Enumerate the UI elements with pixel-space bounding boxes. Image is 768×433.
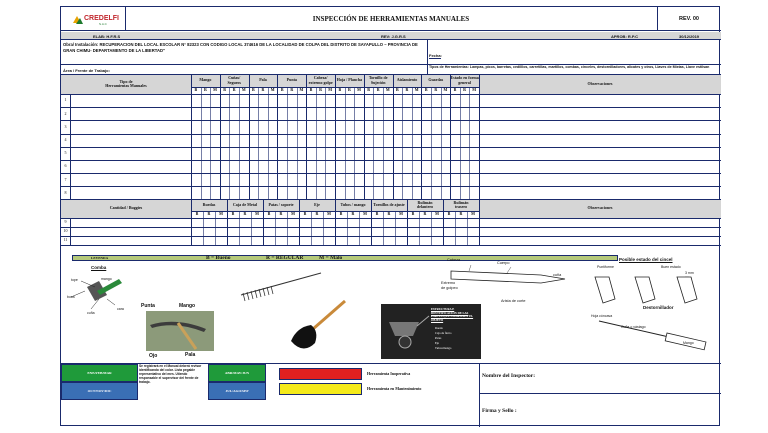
rbm-header: B bbox=[227, 211, 239, 218]
rbm-header: B bbox=[306, 87, 316, 94]
estructura-item: Eje bbox=[435, 341, 439, 345]
rbm-header: R bbox=[287, 87, 297, 94]
rbm-header: R bbox=[275, 211, 287, 218]
rbm-header: R bbox=[460, 87, 470, 94]
row-number: 7 bbox=[64, 176, 67, 182]
table-group-header: Rulimán delantero bbox=[416, 199, 434, 209]
rbm-header: M bbox=[431, 211, 443, 218]
comba-title: Comba bbox=[91, 265, 107, 270]
rbm-header: R bbox=[347, 211, 359, 218]
logo-subtext: S.A.C bbox=[99, 22, 107, 26]
row-number: 2 bbox=[64, 110, 67, 116]
firma-label: Firma y Sello : bbox=[482, 408, 517, 414]
row-number: 4 bbox=[64, 136, 67, 142]
rbm-header: B bbox=[407, 211, 419, 218]
table-group-header: Pala bbox=[259, 77, 267, 83]
comba-part-tope: tope bbox=[71, 278, 78, 282]
observations-header: Observaciones bbox=[587, 205, 613, 211]
rbm-header: M bbox=[359, 211, 371, 218]
rbm-header: R bbox=[431, 87, 441, 94]
row-number: 6 bbox=[64, 163, 67, 169]
rbm-header: B bbox=[277, 87, 287, 94]
inspection-sheet bbox=[60, 6, 720, 426]
comba-part-mango: mango bbox=[101, 277, 112, 281]
inspection-input-row[interactable] bbox=[191, 134, 479, 147]
inspection-input-row[interactable] bbox=[191, 94, 479, 107]
rbm-header: B bbox=[335, 87, 345, 94]
rbm-header: M bbox=[239, 87, 249, 94]
table-group-header: Estado en forma general bbox=[450, 75, 479, 85]
rbm-header: R bbox=[419, 211, 431, 218]
rbm-header: R bbox=[402, 87, 412, 94]
rbm-header: M bbox=[383, 87, 393, 94]
carretilla-panel bbox=[381, 304, 481, 359]
logo-text: CREDELFI bbox=[84, 15, 119, 22]
table-group-header: Guardas bbox=[428, 77, 444, 83]
dest-part-label: Mango bbox=[683, 341, 694, 345]
inspection-input-row[interactable] bbox=[191, 236, 479, 245]
comba-part-boca: boca bbox=[67, 295, 75, 299]
inspection-input-row[interactable] bbox=[191, 227, 479, 236]
dest-part-label: Cuña o vástago bbox=[621, 325, 646, 329]
inspection-input-row[interactable] bbox=[191, 218, 479, 227]
rbm-header: R bbox=[383, 211, 395, 218]
table-group-header: Cabeza/ extremo golpe bbox=[308, 75, 333, 85]
rbm-header: R bbox=[311, 211, 323, 218]
month-swatch: OCT/NOV/DIC bbox=[61, 382, 138, 400]
rbm-header: R bbox=[345, 87, 355, 94]
row-number: 5 bbox=[64, 150, 67, 156]
fecha-label: Fecha: bbox=[429, 53, 442, 58]
elab-label: ELAB: H.F.R.S bbox=[93, 33, 121, 39]
rbm-header: B bbox=[299, 211, 311, 218]
rbm-header: M bbox=[441, 87, 451, 94]
rbm-header: M bbox=[412, 87, 422, 94]
cincel-cabeza-label: Cabeza bbox=[447, 258, 461, 262]
comba-part-cara: cara bbox=[117, 307, 124, 311]
estructura-title: ESTRUCTURA E IDENTIFICACIÓN DE LAS PARTES QUE COMPONEN EL OBJETO bbox=[431, 307, 474, 322]
obra-text: Obra/ Instalación: RECUPERACION DEL LOCAL ESCOLAR N° 82323 CON CODIGO LOCAL 374616 DE LA LOCALIDAD DE COLPA DEL DISTRITO DE SAYAPULLO – PROVINCIA DE GRAN CHIMU- DEPARTAMENTO DE LA LIBERTAD" bbox=[63, 42, 418, 53]
status-swatch-yellow bbox=[279, 383, 362, 395]
table-group-header: Cuñas/ Seguros bbox=[227, 75, 241, 85]
table-group-header: Tornillo de Sujeción bbox=[368, 75, 388, 85]
legend-bad: M = Malo bbox=[319, 254, 343, 261]
rbm-header: B bbox=[450, 87, 460, 94]
rbm-header: M bbox=[215, 211, 227, 218]
destornillador-title: Destornillador bbox=[643, 305, 674, 310]
inspection-input-row[interactable] bbox=[191, 107, 479, 120]
legend-good: B = Bueno bbox=[206, 254, 231, 261]
rbm-header: B bbox=[220, 87, 230, 94]
rbm-header: B bbox=[191, 211, 203, 218]
yellow-meaning: Herramienta en Mantenimiento bbox=[367, 386, 422, 391]
rbm-header: R bbox=[229, 87, 239, 94]
rev-label: REV: J.G.R.S bbox=[381, 33, 406, 39]
legend-label: LEYENDA bbox=[91, 255, 109, 260]
color-note: Se registrará en el Manual deberá revisar identificando del color. Lista pegable representativo del mes. Utiendo responsable el supervisor del frente de trabajo. bbox=[139, 364, 202, 384]
rbm-header: M bbox=[469, 87, 479, 94]
table-group-header: Caja de Metal bbox=[232, 201, 258, 207]
cincel-state-label: Buen estado bbox=[661, 265, 681, 269]
table-group-header: Patas / soporte bbox=[268, 201, 294, 207]
rbm-header: M bbox=[297, 87, 307, 94]
observations-header: Observaciones bbox=[587, 80, 613, 86]
rbm-header: R bbox=[201, 87, 211, 94]
row-number: 9 bbox=[64, 219, 67, 225]
punta-label: Punta bbox=[141, 303, 155, 309]
rbm-header: M bbox=[268, 87, 278, 94]
inspection-input-row[interactable] bbox=[191, 147, 479, 160]
cincel-state-label: 3 mm bbox=[685, 271, 694, 275]
tipos-text: Tipos de Herramientas: Lampas, picos, barretas, cedilllos, carretillas, martillos, combas, cinceles, destornilladores, alicates y otros, Llaves de Mixtas, Llave estilsan bbox=[429, 65, 710, 69]
table-first-column-header: Cantidad / Buggies bbox=[109, 205, 143, 211]
ojo-label: Ojo bbox=[149, 353, 158, 359]
table-group-header: Hoja / Plancha bbox=[336, 77, 363, 83]
rbm-header: R bbox=[239, 211, 251, 218]
legend-regular: R = REGULAR bbox=[266, 254, 304, 261]
inspector-label: Nombre del Inspector: bbox=[482, 373, 536, 379]
cincel-states-illustration bbox=[589, 273, 719, 305]
row-number: 8 bbox=[64, 189, 67, 195]
company-logo bbox=[71, 13, 119, 27]
cincel-extremo-label: Extremo de golpeo bbox=[441, 281, 458, 290]
estructura-item: Rueda bbox=[435, 326, 443, 330]
table-group-header: Rulimán trasero bbox=[453, 199, 469, 209]
estructura-item: Caja de fierro bbox=[435, 331, 452, 335]
inspection-input-row[interactable] bbox=[191, 160, 479, 173]
rbm-header: B bbox=[364, 87, 374, 94]
inspection-input-row[interactable] bbox=[191, 120, 479, 133]
revision-label: REV. 00 bbox=[679, 15, 699, 22]
rbm-header: R bbox=[316, 87, 326, 94]
table-first-column-header: Tipo de Herramientas Manuales bbox=[105, 78, 147, 88]
rbm-header: M bbox=[395, 211, 407, 218]
inspection-input-row[interactable] bbox=[191, 173, 479, 186]
table-group-header: Tornillos de ajuste bbox=[373, 201, 405, 207]
mango-label: Mango bbox=[179, 303, 196, 309]
estructura-item: Patas bbox=[435, 336, 442, 340]
table-group-header: Ruedas bbox=[202, 201, 216, 207]
rbm-header: M bbox=[251, 211, 263, 218]
month-swatch: ENE/FEB/MAR bbox=[61, 364, 138, 382]
table-group-header: Tubos / mango bbox=[340, 201, 366, 207]
table-group-header: Mango bbox=[199, 77, 212, 83]
cincel-cuna-label: cuña bbox=[553, 273, 562, 277]
rbm-header: B bbox=[191, 87, 201, 94]
pala-label: Pala bbox=[185, 352, 196, 358]
row-number: 10 bbox=[63, 228, 68, 234]
rbm-header: R bbox=[373, 87, 383, 94]
table-group-header: Eje bbox=[314, 201, 320, 207]
inspection-input-row[interactable] bbox=[191, 186, 479, 199]
rbm-header: M bbox=[210, 87, 220, 94]
date-label: 30/12/2019 bbox=[679, 33, 700, 39]
rbm-header: B bbox=[371, 211, 383, 218]
rbm-header: R bbox=[203, 211, 215, 218]
dest-part-label: Hoja cóncava bbox=[591, 314, 613, 318]
status-swatch-red bbox=[279, 368, 362, 380]
rbm-header: B bbox=[393, 87, 403, 94]
rbm-header: M bbox=[323, 211, 335, 218]
rbm-header: R bbox=[455, 211, 467, 218]
row-number: 11 bbox=[63, 237, 68, 243]
rbm-header: M bbox=[354, 87, 364, 94]
area-label: Área / Frente de Trabajo: bbox=[63, 68, 110, 73]
rbm-header: B bbox=[443, 211, 455, 218]
red-meaning: Herramienta Inoperativa bbox=[367, 371, 411, 376]
page-title: INSPECCIÓN DE HERRAMIENTAS MANUALES bbox=[312, 14, 470, 23]
rbm-header: R bbox=[258, 87, 268, 94]
rbm-header: B bbox=[249, 87, 259, 94]
month-swatch: JUL/AGO/SEP bbox=[208, 382, 266, 400]
table-group-header: Aislamiento bbox=[396, 77, 418, 83]
cincel-arista-label: Arista de corte bbox=[501, 299, 526, 303]
table-group-header: Punta bbox=[286, 77, 297, 83]
comba-part-cuna: cuña bbox=[87, 311, 95, 315]
aprob-label: APROB: R.P.C bbox=[611, 33, 639, 39]
month-swatch: ABR/MAY/JUN bbox=[208, 364, 266, 382]
rbm-header: M bbox=[287, 211, 299, 218]
lampa-illustration bbox=[283, 297, 353, 357]
estructura-item: Tubos/mango bbox=[435, 346, 452, 350]
cincel-states-title: Posible estado del cincel bbox=[619, 257, 673, 262]
rbm-header: M bbox=[325, 87, 335, 94]
pico-photo bbox=[146, 311, 214, 351]
row-number: 1 bbox=[64, 97, 67, 103]
rbm-header: M bbox=[467, 211, 479, 218]
cincel-state-label: Puntiforme bbox=[597, 265, 614, 269]
rbm-header: B bbox=[335, 211, 347, 218]
cincel-cuerpo-label: Cuerpo bbox=[497, 261, 510, 265]
rbm-header: B bbox=[421, 87, 431, 94]
row-number: 3 bbox=[64, 123, 67, 129]
rbm-header: B bbox=[263, 211, 275, 218]
